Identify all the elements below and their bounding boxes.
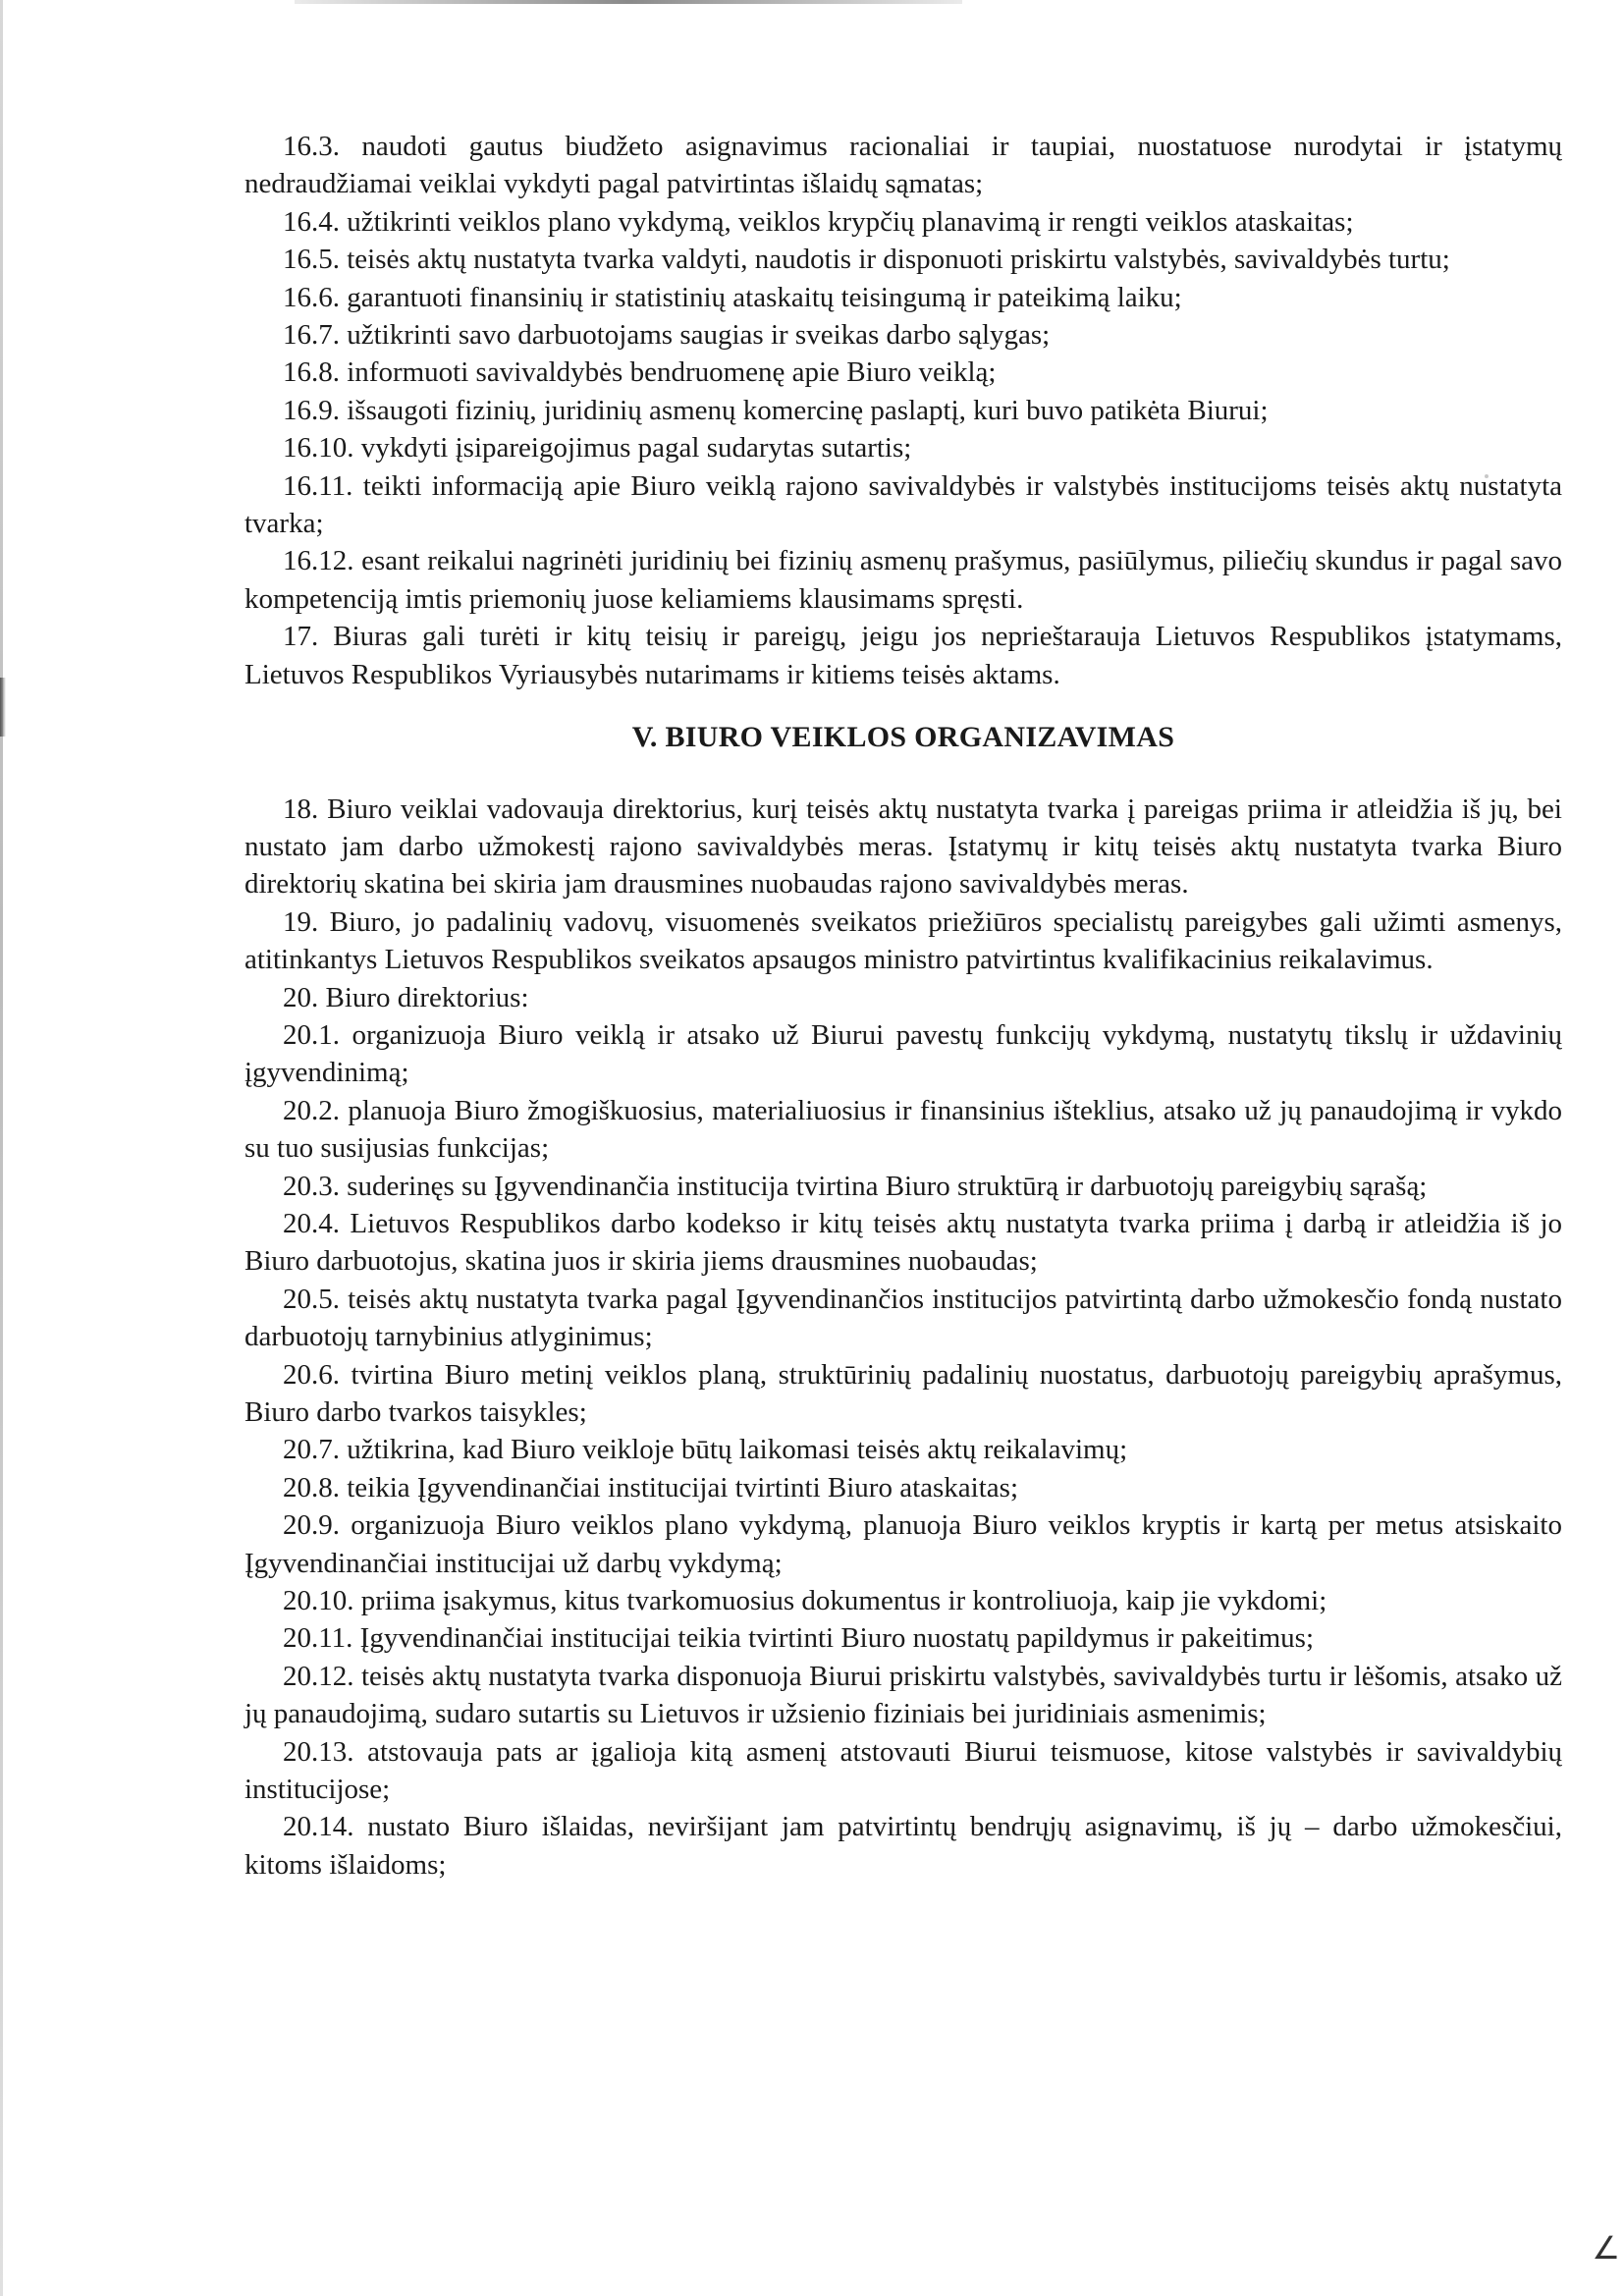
clause-20-12: 20.12. teisės aktų nustatyta tvarka disponuoja Biurui priskirtu valstybės, savivaldybės turtu ir lėšomis, atsako už jų panaudojimą, sudaro sutartis su Lietuvos ir užsienio fiziniais bei juridiniais asmenimis; — [244, 1660, 1562, 1730]
clause-16-7: 16.7. užtikrinti savo darbuotojams saugias ir sveikas darbo sąlygas; — [283, 319, 1051, 352]
clause-20: 20. Biuro direktorius: — [283, 981, 529, 1013]
clause-16-11: 16.11. teikti informaciją apie Biuro veiklą rajono savivaldybės ir valstybės institucijoms teisės aktų nustatyta tvarka; — [244, 469, 1562, 540]
clause-20-13: 20.13. atstovauja pats ar įgalioja kitą asmenį atstovauti Biurui teismuose, kitose valstybės ir savivaldybių institucijose; — [244, 1735, 1562, 1806]
clause-20-5: 20.5. teisės aktų nustatyta tvarka pagal Įgyvendinančios institucijos patvirtintą darbo užmokesčio fondą nustato darbuotojų tarnybinius atlyginimus; — [244, 1283, 1562, 1353]
clause-20-10: 20.10. priima įsakymus, kitus tvarkomuosius dokumentus ir kontroliuoja, kaip jie vykdomi; — [283, 1585, 1327, 1617]
clause-16-12: 16.12. esant reikalui nagrinėti juridinių bei fizinių asmenų prašymus, pasiūlymus, piliečių skundus ir pagal savo kompetenciją imtis priemonių juose keliamiems klausimams spręsti. — [244, 545, 1562, 615]
scan-top-edge — [295, 0, 962, 4]
clause-20-9: 20.9. organizuoja Biuro veiklos plano vykdymą, planuoja Biuro veiklos kryptis ir kartą per metus atsiskaito Įgyvendinančiai institucijai už darbų vykdymą; — [244, 1509, 1562, 1579]
clause-16-9: 16.9. išsaugoti fizinių, juridinių asmenų komercinę paslaptį, kuri buvo patikėta Biurui; — [283, 394, 1269, 426]
clause-17: 17. Biuras gali turėti ir kitų teisių ir pareigų, jeigu jos neprieštarauja Lietuvos Respublikos įstatymams, Lietuvos Respublikos Vyriausybės nutarimams ir kitiems teisės aktams. — [244, 621, 1562, 690]
clause-16-10: 16.10. vykdyti įsipareigojimus pagal sudarytas sutartis; — [283, 432, 912, 465]
clause-20-1: 20.1. organizuoja Biuro veiklą ir atsako už Biurui pavestų funkcijų vykdymą, nustatytų tikslų ir uždavinių įgyvendinimą; — [244, 1018, 1562, 1089]
clause-20-6: 20.6. tvirtina Biuro metinį veiklos planą, struktūrinių padalinių nuostatus, darbuotojų pareigybių aprašymus, Biuro darbo tvarkos taisykles; — [244, 1358, 1562, 1428]
clause-20-11: 20.11. Įgyvendinančiai institucijai teikia tvirtinti Biuro nuostatų papildymus ir pakeitimus; — [283, 1622, 1315, 1655]
clause-20-14: 20.14. nustato Biuro išlaidas, neviršijant jam patvirtintų bendrųjų asignavimų, iš jų – darbo užmokesčiui, kitoms išlaidoms; — [244, 1811, 1562, 1881]
scan-left-edge — [0, 0, 3, 2296]
clause-16-4: 16.4. užtikrinti veiklos plano vykdymą, veiklos krypčių planavimą ir rengti veiklos ataskaitas; — [283, 205, 1354, 238]
clause-20-7: 20.7. užtikrina, kad Biuro veikloje būtų laikomasi teisės aktų reikalavimų; — [283, 1434, 1128, 1466]
clause-18: 18. Biuro veiklai vadovauja direktorius, kurį teisės aktų nustatyta tvarka į pareigas priima ir atleidžia iš jų, bei nustato jam darbo užmokestį rajono savivaldybės meras. Įstatymų ir kitų teisės aktų nustatyta tvarka Biuro direktorių skatina bei skiria jam drausmines nuobaudas rajono savivaldybės meras. — [244, 793, 1562, 901]
clause-20-8: 20.8. teikia Įgyvendinančiai institucijai tvirtinti Biuro ataskaitas; — [283, 1471, 1019, 1503]
clause-16-5: 16.5. teisės aktų nustatyta tvarka valdyti, naudotis ir disponuoti priskirtu valstybės, savivaldybės turtu; — [283, 244, 1450, 276]
clause-19: 19. Biuro, jo padalinių vadovų, visuomenės sveikatos priežiūros specialistų pareigybes gali užimti asmenys, atitinkantys Lietuvos Respublikos sveikatos apsaugos ministro patvirtintus kvalifikacinius reikalavimus. — [244, 905, 1562, 976]
scan-left-mark — [0, 678, 6, 737]
document-body — [244, 128, 1562, 1884]
section-heading: V. BIURO VEIKLOS ORGANIZAVIMAS — [631, 721, 1175, 754]
scan-corner-mark: ∠ — [1592, 2230, 1620, 2266]
clause-16-6: 16.6. garantuoti finansinių ir statistinių ataskaitų teisingumą ir pateikimą laiku; — [283, 281, 1182, 313]
clause-16-3: 16.3. naudoti gautus biudžeto asignavimus racionaliai ir taupiai, nuostatuose nurodytai ir įstatymų nedraudžiamai veiklai vykdyti pagal patvirtintas išlaidų sąmatas; — [244, 131, 1562, 200]
clause-16-8: 16.8. informuoti savivaldybės bendruomenę apie Biuro veiklą; — [283, 356, 997, 389]
clause-20-4: 20.4. Lietuvos Respublikos darbo kodekso ir kitų teisės aktų nustatyta tvarka priima į darbą ir atleidžia iš jo Biuro darbuotojus, skatina juos ir skiria jiems drausmines nuobaudas; — [244, 1207, 1562, 1278]
clause-20-3: 20.3. suderinęs su Įgyvendinančia institucija tvirtina Biuro struktūrą ir darbuotojų pareigybių sąrašą; — [283, 1170, 1428, 1202]
clause-20-2: 20.2. planuoja Biuro žmogiškuosius, materialiuosius ir finansinius išteklius, atsako už jų panaudojimą ir vykdo su tuo susijusias funkcijas; — [244, 1094, 1562, 1165]
